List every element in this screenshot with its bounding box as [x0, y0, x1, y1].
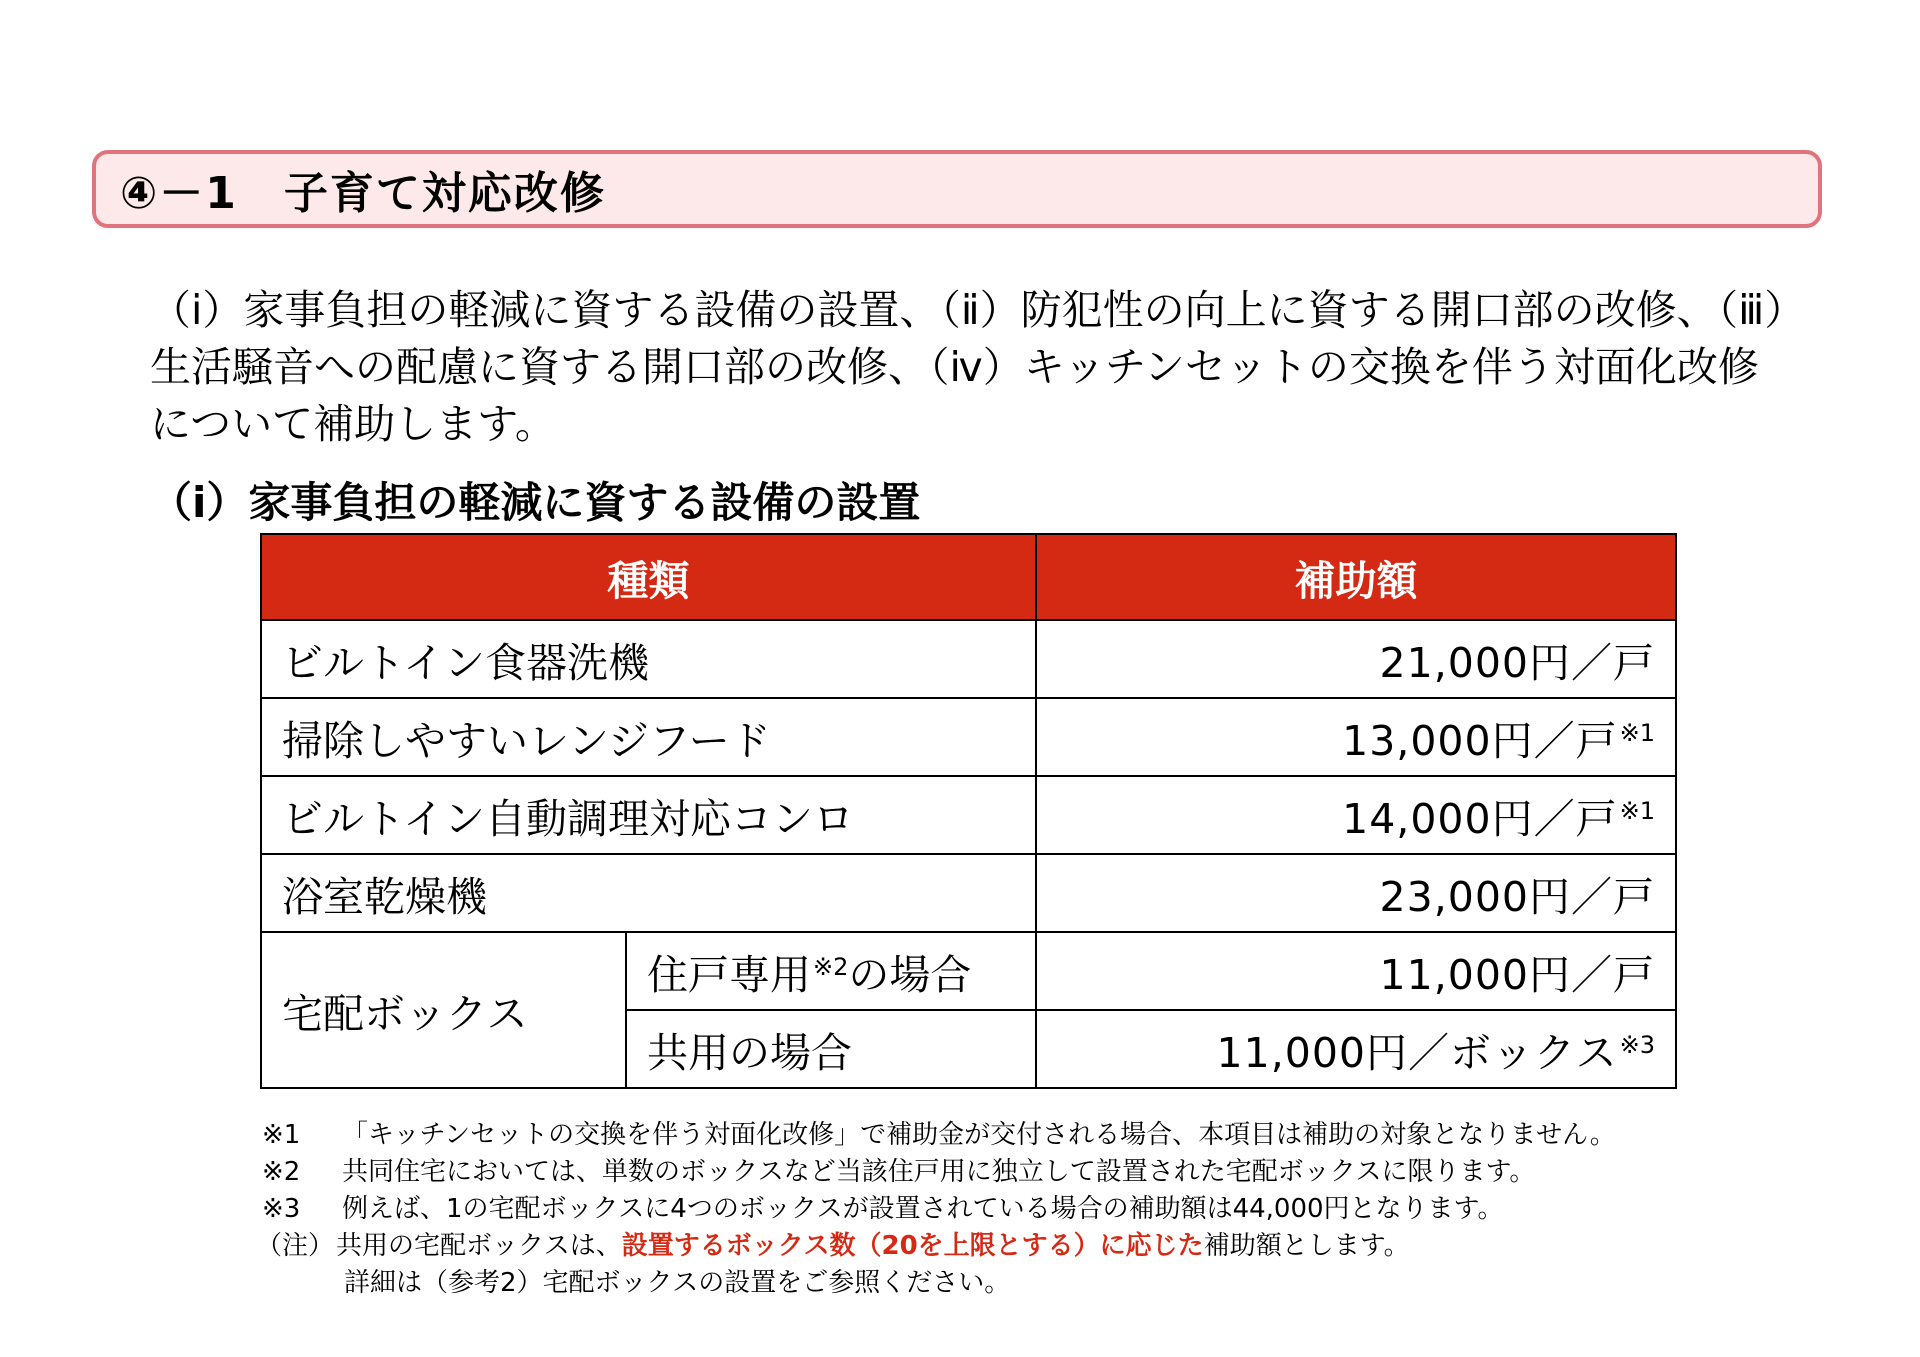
header-type: 種類 [261, 534, 1036, 620]
footnote-ref: ※1 [1619, 718, 1655, 747]
section-title-box [92, 150, 1822, 228]
footnote-text: 共用の宅配ボックスは、設置するボックス数（20を上限とする）に応じた補助額とします。 [336, 1231, 1410, 1261]
delivery-box-type: 宅配ボックス [261, 932, 626, 1088]
footnote-text: 詳細は（参考2）宅配ボックスの設置をご参照ください。 [344, 1268, 1011, 1298]
highlighted-text: 設置するボックス数（20を上限とする）に応じた [621, 1231, 1204, 1261]
row-type: ビルトイン食器洗機 [261, 620, 1036, 698]
row-amount: 13,000円／戸$^{※1}$ [1036, 698, 1676, 776]
footnote-continuation [262, 1265, 1762, 1302]
footnote-text: 例えば、1の宅配ボックスに4つのボックスが設置されている場合の補助額は44,000円となります。 [342, 1194, 1504, 1224]
section-title: ④－1 子育て対応改修 [120, 168, 606, 219]
row-amount: 21,000円／戸 [1036, 620, 1676, 698]
row-amount: 11,000円／ボックス$^{※3}$ [1036, 1010, 1676, 1088]
table-row [261, 854, 1676, 932]
header-amount: 補助額 [1036, 534, 1676, 620]
footnote-ref: ※2 [813, 952, 849, 981]
footnote-text: 「キッチンセットの交換を伴う対面化改修」で補助金が交付される場合、本項目は補助の対象となりません。 [342, 1120, 1616, 1150]
footnote-note [256, 1228, 1762, 1265]
row-type: ビルトイン自動調理対応コンロ [261, 776, 1036, 854]
row-amount: 11,000円／戸 [1036, 932, 1676, 1010]
row-type: 浴室乾燥機 [261, 854, 1036, 932]
footnote-mark: ※2 [262, 1157, 301, 1187]
subsidy-table [260, 533, 1677, 1089]
footnote [262, 1154, 1762, 1191]
footnotes [256, 1117, 1762, 1302]
footnote-mark: （注） [256, 1231, 335, 1261]
row-amount: 14,000円／戸$^{※1}$ [1036, 776, 1676, 854]
intro-paragraph: （ⅰ）家事負担の軽減に資する設備の設置、（ⅱ）防犯性の向上に資する開口部の改修、（ⅲ）生活騒音への配慮に資する開口部の改修、（ⅳ）キッチンセットの交換を伴う対面化改修について補助します。 [150, 286, 1785, 448]
row-amount: 23,000円／戸 [1036, 854, 1676, 932]
footnote-mark: ※1 [262, 1120, 301, 1150]
table-row [261, 776, 1676, 854]
delivery-box-private: 住戸専用$^{※2}$の場合 [626, 932, 1036, 1010]
row-type: 掃除しやすいレンジフード [261, 698, 1036, 776]
delivery-box-shared: 共用の場合 [626, 1010, 1036, 1088]
table-header-row [261, 534, 1676, 620]
footnote [262, 1191, 1762, 1228]
footnote-text: 共同住宅においては、単数のボックスなど当該住戸用に独立して設置された宅配ボックスに限ります。 [342, 1157, 1536, 1187]
table-row [261, 698, 1676, 776]
table-row [261, 932, 1676, 1010]
footnote-ref: ※1 [1619, 796, 1655, 825]
subsection-heading: （ⅰ）家事負担の軽減に資する設備の設置 [150, 478, 921, 527]
footnote [262, 1117, 1762, 1154]
table-row [261, 620, 1676, 698]
footnote-ref: ※3 [1619, 1030, 1655, 1059]
footnote-mark: ※3 [262, 1194, 301, 1224]
